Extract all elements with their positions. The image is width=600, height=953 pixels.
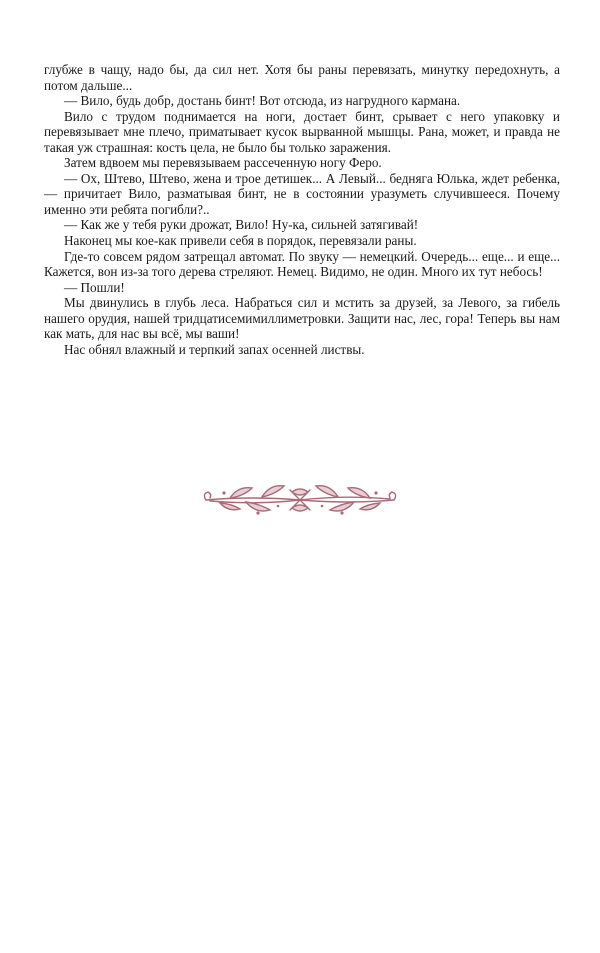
paragraph: глубже в чащу, надо бы, да сил нет. Хотя бы раны перевязать, минутку передохнуть, а потом дальше... [44,62,560,93]
paragraph: — Ох, Штево, Штево, жена и трое детишек... А Левый... бедняга Юлька, ждет ребенка,— причитает Вило, разматывая бинт, не в состоянии уразуметь случившееся. Почему именно эти ребята погибли?.. [44,170,560,217]
paragraph: Где-то совсем рядом затрещал автомат. По звуку — немецкий. Очередь... еще... и еще... Кажется, вон из-за того дерева стреляют. Немец. Видимо, не один. Много их тут небось! [44,248,560,280]
paragraph: Наконец мы кое-как привели себя в порядок, перевязали раны. [64,233,417,249]
paragraph: — Вило, будь добр, достань бинт! Вот отсюда, из нагрудного кармана. [64,93,461,109]
floral-ornament-icon [200,476,400,524]
paragraph: Нас обнял влажный и терпкий запах осенней листвы. [64,341,365,357]
body-text [44,62,560,357]
paragraph: Затем вдвоем мы перевязываем рассеченную ногу Феро. [64,155,382,171]
paragraph: Мы двинулись в глубь леса. Набраться сил и мстить за друзей, за Левого, за гибель нашего орудия, нашей тридцатисемимиллиметровки. Защити нас, лес, гора! Теперь вы нам как мать, для нас вы всё, мы ваши! [44,295,560,342]
paragraph: — Пошли! [64,279,125,295]
paragraph: Вило с трудом поднимается на ноги, достает бинт, срывает с него упаковку и перевязывает мне плечо, приматывает кусок вырванной мышцы. Рана, может, и правда не такая уж страшная: кость цела, не было бы только заражения. [44,108,560,155]
paragraph: — Как же у тебя руки дрожат, Вило! Ну-ка, сильней затягивай! [64,217,419,233]
